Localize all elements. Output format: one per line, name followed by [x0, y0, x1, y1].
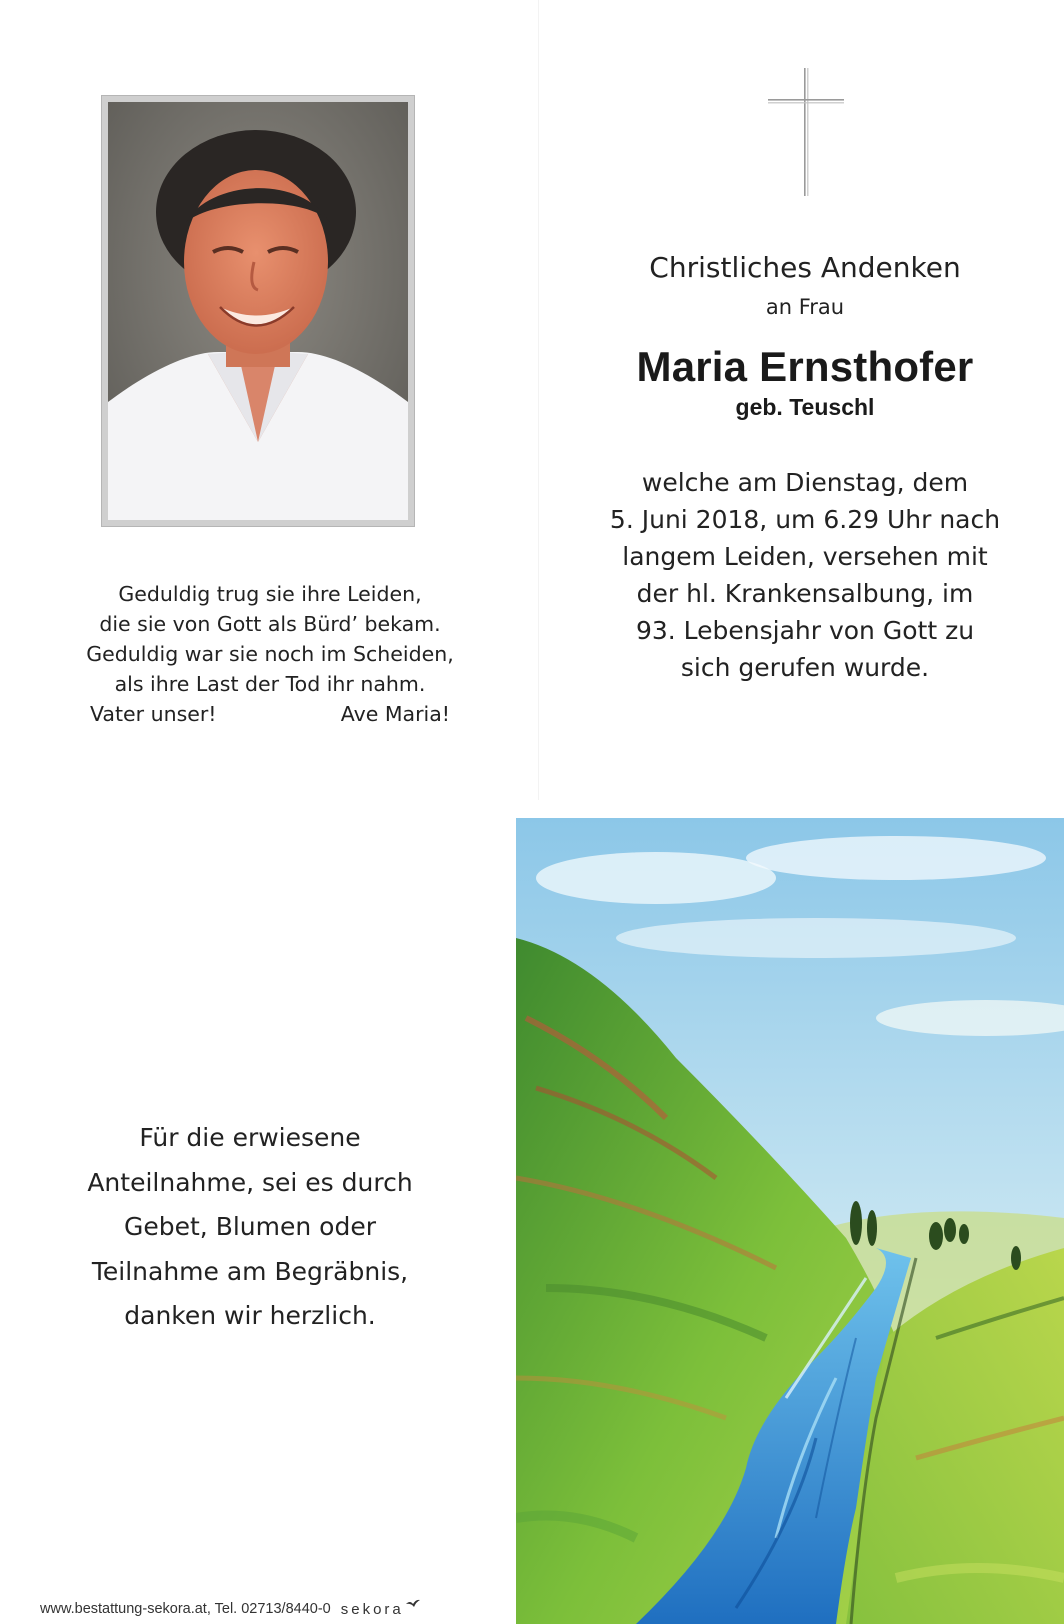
card-fold-line: [538, 0, 539, 800]
notice-line: 93. Lebensjahr von Gott zu: [635, 616, 975, 645]
portrait-photo: [102, 96, 414, 526]
prayer-vater-unser: Vater unser!: [90, 702, 217, 726]
memorial-text: [560, 248, 1050, 686]
cross-icon: [768, 68, 844, 198]
thanks-line: Gebet, Blumen oder: [124, 1212, 376, 1241]
sekora-logo: [341, 1601, 421, 1618]
footer-contact: www.bestattung-sekora.at, Tel. 02713/8440-0: [40, 1601, 331, 1617]
death-notice: [560, 464, 1050, 686]
poem-line: die sie von Gott als Bürd’ bekam.: [99, 612, 441, 636]
poem-line: als ihre Last der Tod ihr nahm.: [114, 672, 426, 696]
thanks-line: Anteilnahme, sei es durch: [87, 1167, 413, 1197]
landscape-painting: [516, 818, 1064, 1624]
footer: [40, 1598, 470, 1620]
prayer-line: [60, 699, 480, 729]
poem-line: Geduldig war sie noch im Scheiden,: [86, 642, 454, 666]
notice-line: sich gerufen wurde.: [680, 653, 930, 682]
deceased-name: Maria Ernsthofer: [636, 343, 974, 390]
page-title: Christliches Andenken: [649, 251, 961, 284]
thanks-line: Teilnahme am Begräbnis,: [91, 1256, 409, 1286]
notice-line: der hl. Krankensalbung, im: [636, 579, 974, 608]
prayer-ave-maria: Ave Maria!: [340, 702, 450, 726]
notice-line: welche am Dienstag, dem: [641, 468, 969, 497]
poem-line: Geduldig trug sie ihre Leiden,: [118, 582, 422, 606]
birth-name: geb. Teuschl: [735, 394, 875, 420]
thanks-line: Für die erwiesene: [139, 1123, 361, 1152]
bird-icon: [405, 1598, 421, 1610]
thanks-line: danken wir herzlich.: [124, 1301, 376, 1330]
notice-line: langem Leiden, versehen mit: [622, 542, 988, 571]
thanks-text: [40, 1116, 460, 1339]
intro-text: an Frau: [765, 295, 845, 319]
logo-text: sekora: [340, 1600, 404, 1618]
notice-line: 5. Juni 2018, um 6.29 Uhr nach: [609, 505, 1001, 534]
poem: [60, 579, 480, 729]
